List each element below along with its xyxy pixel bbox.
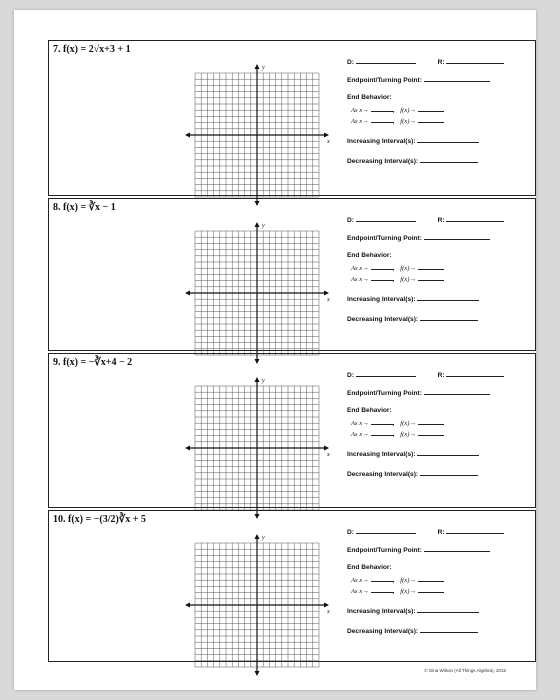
domain-answer-line[interactable] [356, 370, 416, 377]
x-axis-arrow-right [324, 291, 329, 296]
fx-answer-line-2[interactable] [418, 586, 444, 593]
as-x-label: As x→ [351, 431, 369, 438]
x-axis-arrow-left [185, 446, 190, 451]
domain-label: D: [347, 217, 354, 224]
as-x-answer-line-1[interactable] [371, 263, 393, 270]
answer-fields: D: R: Endpoint/Turning Point: End Behavior: As x→ , f(x)→ As x→ , f(x)→ Increasing Interval(s): Decreasing Interval(s): [347, 215, 532, 325]
increasing-label: Increasing Interval(s): [347, 296, 416, 303]
decreasing-answer-line[interactable] [420, 626, 478, 633]
decreasing-label: Decreasing Interval(s): [347, 316, 419, 323]
end-behavior-label: End Behavior: [347, 564, 392, 571]
y-axis-arrow-up [255, 222, 260, 227]
decreasing-label: Decreasing Interval(s): [347, 628, 419, 635]
end-behavior-label: End Behavior: [347, 94, 392, 101]
y-axis-label: y [262, 223, 265, 229]
x-axis-label: x [327, 139, 330, 145]
range-label: R: [437, 59, 445, 66]
x-axis-arrow-left [185, 603, 190, 608]
range-label: R: [437, 529, 445, 536]
function-equation: 8. f(x) = ∛x − 1 [53, 202, 116, 213]
endpoint-label: Endpoint/Turning Point: [347, 235, 422, 242]
graph-area [185, 376, 339, 525]
domain-label: D: [347, 59, 354, 66]
end-behavior-label: End Behavior: [347, 407, 392, 414]
coordinate-grid[interactable] [185, 533, 339, 677]
increasing-answer-line[interactable] [417, 449, 479, 456]
range-answer-line[interactable] [446, 527, 504, 534]
x-axis-arrow-left [185, 133, 190, 138]
fx-label: f(x)→ [400, 577, 417, 584]
fx-answer-line-2[interactable] [418, 274, 444, 281]
increasing-answer-line[interactable] [417, 136, 479, 143]
increasing-answer-line[interactable] [417, 294, 479, 301]
fx-label: f(x)→ [400, 420, 417, 427]
x-axis-label: x [327, 297, 330, 303]
endpoint-label: Endpoint/Turning Point: [347, 547, 422, 554]
graph-area [185, 533, 339, 682]
decreasing-answer-line[interactable] [420, 469, 478, 476]
graph-area [185, 63, 339, 212]
problem-8 [48, 198, 536, 351]
fx-answer-line-1[interactable] [418, 418, 444, 425]
coordinate-grid[interactable] [185, 221, 339, 365]
fx-answer-line-2[interactable] [418, 429, 444, 436]
fx-answer-line-1[interactable] [418, 263, 444, 270]
as-x-label: As x→ [351, 577, 369, 584]
decreasing-answer-line[interactable] [420, 156, 478, 163]
range-answer-line[interactable] [446, 57, 504, 64]
coordinate-grid[interactable] [185, 376, 339, 520]
as-x-label: As x→ [351, 118, 369, 125]
y-axis-label: y [262, 535, 265, 541]
fx-label: f(x)→ [400, 588, 417, 595]
x-axis-label: x [327, 609, 330, 615]
fx-label: f(x)→ [400, 107, 417, 114]
decreasing-label: Decreasing Interval(s): [347, 471, 419, 478]
answer-fields: D: R: Endpoint/Turning Point: End Behavior: As x→ , f(x)→ As x→ , f(x)→ Increasing Interval(s): Decreasing Interval(s): [347, 527, 532, 637]
endpoint-answer-line[interactable] [424, 388, 490, 395]
answer-fields: D: R: Endpoint/Turning Point: End Behavior: As x→ , f(x)→ As x→ , f(x)→ Increasing Interval(s): Decreasing Interval(s): [347, 370, 532, 480]
decreasing-answer-line[interactable] [420, 314, 478, 321]
as-x-label: As x→ [351, 588, 369, 595]
as-x-answer-line-2[interactable] [371, 429, 393, 436]
as-x-answer-line-1[interactable] [371, 105, 393, 112]
problem-9 [48, 353, 536, 508]
fx-answer-line-1[interactable] [418, 575, 444, 582]
fx-label: f(x)→ [400, 276, 417, 283]
as-x-answer-line-1[interactable] [371, 575, 393, 582]
function-equation: 9. f(x) = −∛x+4 − 2 [53, 357, 133, 368]
problem-7 [48, 40, 536, 196]
y-axis-arrow-up [255, 64, 260, 69]
as-x-label: As x→ [351, 276, 369, 283]
domain-answer-line[interactable] [356, 57, 416, 64]
as-x-answer-line-1[interactable] [371, 418, 393, 425]
endpoint-answer-line[interactable] [424, 233, 490, 240]
function-equation: 7. f(x) = 2√x+3 + 1 [53, 44, 131, 55]
y-axis-arrow-up [255, 534, 260, 539]
graph-area [185, 221, 339, 370]
endpoint-answer-line[interactable] [424, 75, 490, 82]
domain-answer-line[interactable] [356, 527, 416, 534]
fx-answer-line-2[interactable] [418, 116, 444, 123]
y-axis-label: y [262, 378, 265, 384]
as-x-label: As x→ [351, 265, 369, 272]
range-label: R: [437, 217, 445, 224]
copyright-footer: © Gina Wilson (All Things Algebra), 2015 [424, 668, 506, 673]
y-axis-arrow-down [255, 671, 260, 676]
fx-label: f(x)→ [400, 118, 417, 125]
increasing-label: Increasing Interval(s): [347, 451, 416, 458]
y-axis-label: y [262, 65, 265, 71]
x-axis-arrow-right [324, 446, 329, 451]
domain-label: D: [347, 372, 354, 379]
increasing-answer-line[interactable] [417, 606, 479, 613]
as-x-label: As x→ [351, 420, 369, 427]
fx-label: f(x)→ [400, 265, 417, 272]
problem-10 [48, 510, 536, 662]
endpoint-label: Endpoint/Turning Point: [347, 390, 422, 397]
domain-label: D: [347, 529, 354, 536]
x-axis-arrow-left [185, 291, 190, 296]
as-x-answer-line-2[interactable] [371, 116, 393, 123]
x-axis-arrow-right [324, 603, 329, 608]
end-behavior-label: End Behavior: [347, 252, 392, 259]
increasing-label: Increasing Interval(s): [347, 138, 416, 145]
endpoint-answer-line[interactable] [424, 545, 490, 552]
range-label: R: [437, 372, 445, 379]
x-axis-label: x [327, 452, 330, 458]
domain-answer-line[interactable] [356, 215, 416, 222]
x-axis-arrow-right [324, 133, 329, 138]
coordinate-grid[interactable] [185, 63, 339, 207]
worksheet-page [14, 10, 536, 690]
as-x-answer-line-2[interactable] [371, 586, 393, 593]
as-x-answer-line-2[interactable] [371, 274, 393, 281]
fx-answer-line-1[interactable] [418, 105, 444, 112]
increasing-label: Increasing Interval(s): [347, 608, 416, 615]
answer-fields: D: R: Endpoint/Turning Point: End Behavior: As x→ , f(x)→ As x→ , f(x)→ Increasing Interval(s): Decreasing Interval(s): [347, 57, 532, 167]
range-answer-line[interactable] [446, 370, 504, 377]
fx-label: f(x)→ [400, 431, 417, 438]
decreasing-label: Decreasing Interval(s): [347, 158, 419, 165]
range-answer-line[interactable] [446, 215, 504, 222]
function-equation: 10. f(x) = −(3/2)∛x + 5 [53, 514, 146, 525]
as-x-label: As x→ [351, 107, 369, 114]
y-axis-arrow-up [255, 377, 260, 382]
endpoint-label: Endpoint/Turning Point: [347, 77, 422, 84]
